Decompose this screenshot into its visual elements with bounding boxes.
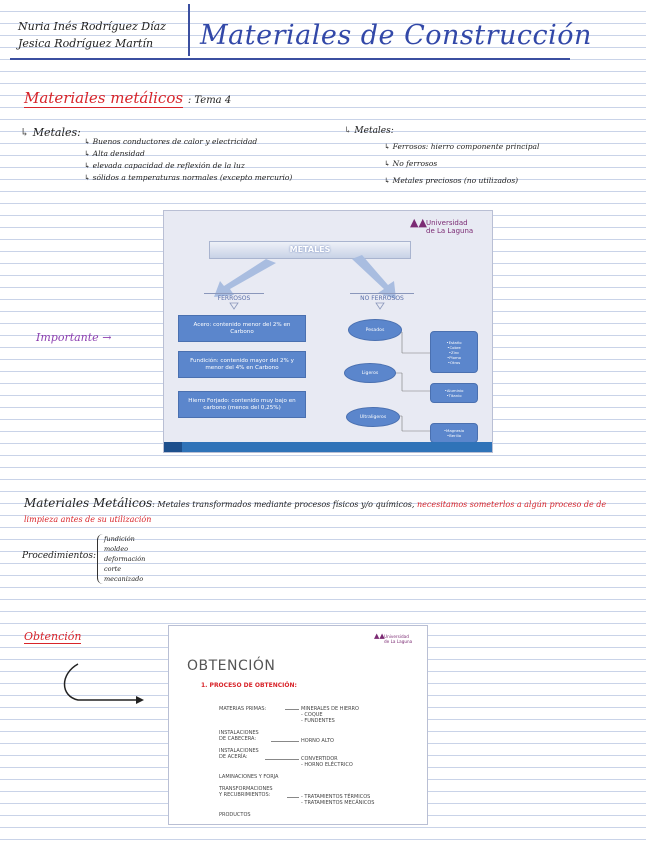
logo-mark-icon: ▲▲ <box>410 216 427 229</box>
acero-box: Acero: contenido menor del 2% en Carbono <box>178 315 306 342</box>
list-item: corte <box>104 565 122 573</box>
section1-tema: : Tema 4 <box>187 95 232 106</box>
list-item: ↳ No ferrosos <box>384 159 438 168</box>
right-metales-label: ↳ Metales: <box>344 126 394 136</box>
metales-box: METALES <box>209 241 411 259</box>
author-names <box>18 18 166 52</box>
header-rule <box>10 58 570 60</box>
ultraligeros-group: •Magnesio •Berilio <box>430 423 478 443</box>
section1-heading-row <box>24 89 231 107</box>
ligeros-group: •Aluminio •Titanio <box>430 383 478 403</box>
metales-slide <box>163 210 493 453</box>
logo-mark-icon: ▲▲ <box>374 632 385 640</box>
row-label: INSTALACIONES DE CABECERA: <box>219 730 259 742</box>
author-1: Nuria Inés Rodríguez Díaz <box>18 20 166 33</box>
left-metales-label: ↳ Metales: <box>20 126 81 139</box>
list-item: deformación <box>104 555 146 563</box>
author-2: Jesica Rodríguez Martín <box>18 37 154 50</box>
section2-desc-red: necesitamos someterlos a algún proceso de de limpieza antes de su utilización <box>24 500 607 524</box>
slide2-subtitle: 1. PROCESO DE OBTENCIÓN: <box>201 682 297 689</box>
row-value: MINERALES DE HIERRO - COQUE - FUNDENTES <box>301 706 359 724</box>
arrow-right-icon: → <box>102 331 112 344</box>
university-logo: ▲▲ Universidad de La Laguna <box>374 632 413 644</box>
section2-heading: Materiales Metálicos <box>24 496 153 510</box>
list-item: fundición <box>104 535 135 543</box>
curved-arrow-icon <box>56 660 146 710</box>
list-item: moldeo <box>104 545 129 553</box>
chevron-down-icon <box>230 303 238 309</box>
ultraligeros-ellipse: Ultraligeros <box>346 407 400 427</box>
slide1-footer <box>164 442 492 452</box>
list-item: ↳ Metales preciosos (no utilizados) <box>384 176 519 185</box>
list-item: ↳ Ferrosos: hierro componente principal <box>384 142 540 151</box>
ligeros-ellipse: Ligeros <box>344 363 396 383</box>
list-item: ↳ sólidos a temperaturas normales (excepto mercurio) <box>84 173 293 182</box>
pesados-ellipse: Pesados <box>348 319 402 341</box>
ferrosos-tag: FERROSOS <box>204 293 264 302</box>
pesados-group: •Estaño •Cobre •Zinc •Plomo •Otros <box>430 331 478 373</box>
header-divider <box>188 4 190 56</box>
page-title: Materiales de Construcción <box>200 20 592 51</box>
chevron-down-icon <box>376 303 384 309</box>
university-logo: ▲▲ Universidad de La Laguna <box>410 216 474 235</box>
section1-heading: Materiales metálicos <box>24 89 184 107</box>
arrow-left-icon <box>214 259 276 297</box>
no-ferrosos-tag: NO FERROSOS <box>350 293 414 302</box>
procedimientos-label: Procedimientos: <box>22 551 97 561</box>
row-label: INSTALACIONES DE ACERÍA: <box>219 748 259 760</box>
fundicion-box: Fundición: contenido mayor del 2% y menor del 4% en Carbono <box>178 351 306 378</box>
obtencion-slide <box>168 625 428 825</box>
list-item: mecanizado <box>104 575 144 583</box>
obtencion-heading: Obtención <box>24 630 82 643</box>
row-label: TRANSFORMACIONES Y RECUBRIMIENTOS: <box>219 786 273 798</box>
row-label: PRODUCTOS <box>219 812 251 818</box>
important-note: Importante → <box>36 331 112 344</box>
list-item: ↳ Alta densidad <box>84 149 145 158</box>
row-value: HORNO ALTO <box>301 738 334 744</box>
section2-paragraph <box>24 496 634 527</box>
procedimientos-list <box>104 534 145 584</box>
row-value: - TRATAMIENTOS TÉRMICOS - TRATAMIENTOS MECÁNICOS <box>301 794 375 806</box>
row-label: LAMINACIONES Y FORJA <box>219 774 279 780</box>
right-metales-list <box>384 138 539 189</box>
row-value: CONVERTIDOR - HORNO ELÉCTRICO <box>301 756 353 768</box>
slide2-title: OBTENCIÓN <box>187 658 276 674</box>
brace-icon <box>97 534 104 584</box>
list-item: ↳ Buenos conductores de calor y electricidad <box>84 137 258 146</box>
section2-desc: : Metales transformados mediante procesos físicos y/o químicos, <box>152 500 415 509</box>
list-item: ↳ elevada capacidad de reflexión de la luz <box>84 161 245 170</box>
left-metales-list <box>84 136 292 184</box>
row-label: MATERIAS PRIMAS: <box>219 706 267 712</box>
hierro-forjado-box: Hierro Forjado: contenido muy bajo en carbono (menos del 0,25%) <box>178 391 306 418</box>
